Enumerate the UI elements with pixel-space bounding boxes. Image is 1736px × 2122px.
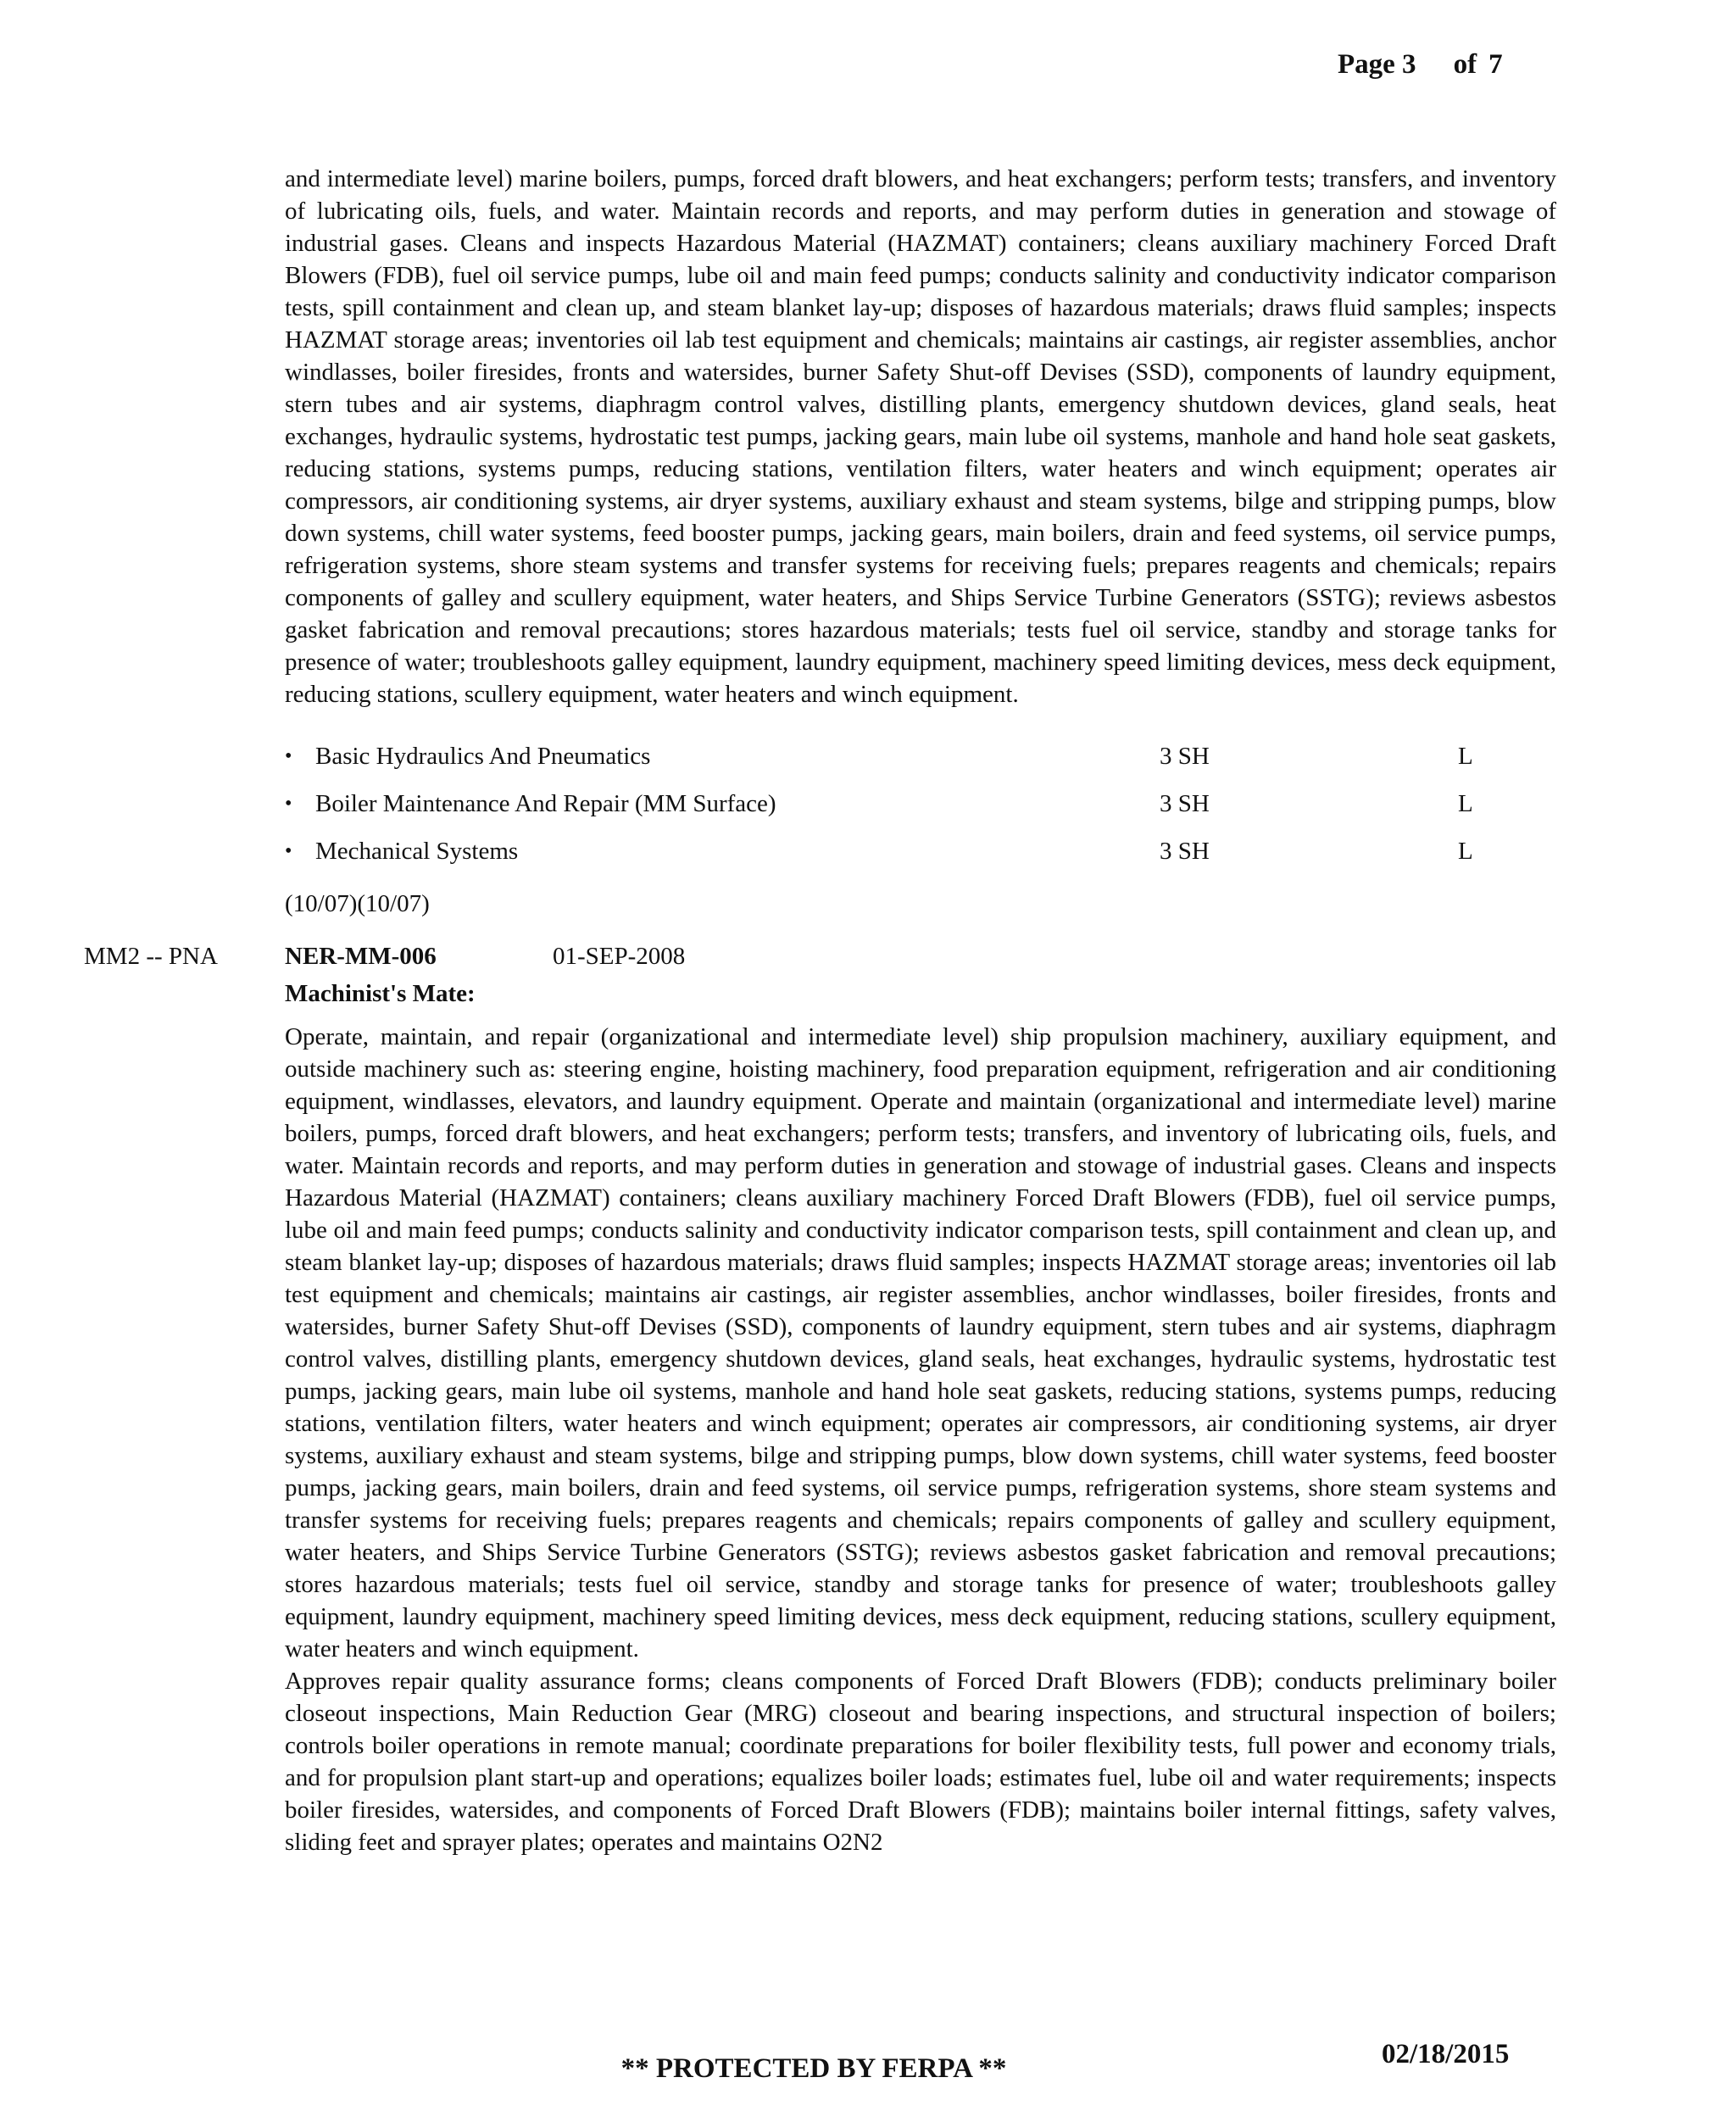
course-row (285, 787, 1556, 834)
page-number (1338, 49, 1503, 81)
entry-description-continued: Approves repair quality assurance forms; cleans components of Forced Draft Blowers (FDB); conducts preliminary boiler closeout inspections, Main Reduction Gear (MRG) closeout and bearing inspections, and structural inspection of boilers; controls boiler operations in remote manual; coordinate preparations for boiler flexibility tests, full power and economy trials, and for propulsion plant start-up and operations; equalizes boiler loads; estimates fuel, lube oil and water requirements; inspects boiler firesides, watersides, and components of Forced Draft Blowers (FDB); maintains boiler internal fittings, safety valves, sliding feet and sprayer plates; operates and maintains O2N2 (285, 1668, 1556, 1856)
entry-code: NER-MM-006 (285, 943, 437, 970)
course-credits: 3 SH (1160, 790, 1210, 817)
course-row (285, 739, 1556, 787)
entry-description: Operate, maintain, and repair (organizational and intermediate level) ship propulsion machinery, auxiliary equipment, and outside machinery such as: steering engine, hoisting machinery, food preparation equipment, refrigeration and air conditioning equipment, windlasses, elevators, and laundry equipment. Operate and maintain (organizational and intermediate level) marine boilers, pumps, forced draft blowers, and heat exchangers; perform tests; transfers, and inventory of lubricating oils, fuels, and water. Maintain records and reports, and may perform duties in generation and stowage of industrial gases. Cleans and inspects Hazardous Material (HAZMAT) containers; cleans auxiliary machinery Forced Draft Blowers (FDB), fuel oil service pumps, lube oil and main feed pumps; conducts salinity and conductivity indicator comparison tests, spill containment and clean up, and steam blanket lay-up; disposes of hazardous materials; draws fluid samples; inspects HAZMAT storage areas; inventories oil lab test equipment and chemicals; maintains air castings, air register assemblies, anchor windlasses, boiler firesides, fronts and watersides, burner Safety Shut-off Devises (SSD), components of laundry equipment, stern tubes and air systems, diaphragm control valves, distilling plants, emergency shutdown devices, gland seals, heat exchanges, hydraulic systems, hydrostatic test pumps, jacking gears, main lube oil systems, manhole and hand hole seat gaskets, reducing stations, systems pumps, reducing stations, ventilation filters, water heaters and winch equipment; operates air compressors, air conditioning systems, air dryer systems, auxiliary exhaust and steam systems, bilge and stripping pumps, blow down systems, chill water systems, feed booster pumps, jacking gears, main boilers, drain and feed systems, oil service pumps, refrigeration systems, shore steam systems and transfer systems for receiving fuels; prepares reagents and chemicals; repairs components of galley and scullery equipment, water heaters, and Ships Service Turbine Generators (SSTG); reviews asbestos gasket fabrication and removal precautions; stores hazardous materials; tests fuel oil service, standby and storage tanks for presence of water; troubleshoots galley equipment, laundry equipment, machinery speed limiting devices, mess deck equipment, reducing stations, scullery equipment, water heaters and winch equipment. (285, 1023, 1556, 1663)
total-pages: 7 (1488, 49, 1503, 80)
course-list (285, 739, 1556, 882)
bullet-icon: • (285, 793, 292, 815)
course-name: Basic Hydraulics And Pneumatics (315, 743, 651, 770)
entry-date: 01-SEP-2008 (553, 943, 686, 970)
course-level: L (1458, 743, 1473, 770)
course-name: Boiler Maintenance And Repair (MM Surface) (315, 790, 776, 817)
entry-title: Machinist's Mate: (285, 980, 476, 1007)
course-name: Mechanical Systems (315, 838, 519, 865)
of-label: of (1453, 49, 1477, 80)
course-credits: 3 SH (1160, 743, 1210, 770)
course-row (285, 834, 1556, 882)
course-credits: 3 SH (1160, 838, 1210, 865)
entry-header (84, 939, 1556, 977)
course-level: L (1458, 838, 1473, 865)
page-label: Page 3 (1338, 49, 1416, 80)
dates-note: (10/07)(10/07) (285, 890, 430, 917)
print-date: 02/18/2015 (1382, 2039, 1510, 2069)
ferpa-notice: ** PROTECTED BY FERPA ** (620, 2053, 1007, 2084)
transcript-content (84, 163, 1556, 1858)
course-level: L (1458, 790, 1473, 817)
bullet-icon: • (285, 745, 292, 767)
bullet-icon: • (285, 840, 292, 862)
entry-rank: MM2 -- PNA (84, 943, 218, 970)
continued-description: and intermediate level) marine boilers, pumps, forced draft blowers, and heat exchangers; perform tests; transfers, and inventory of lubricating oils, fuels, and water. Maintain records and reports, and may perform duties in generation and stowage of industrial gases. Cleans and inspects Hazardous Material (HAZMAT) containers; cleans auxiliary machinery Forced Draft Blowers (FDB), fuel oil service pumps, lube oil and main feed pumps; conducts salinity and conductivity indicator comparison tests, spill containment and clean up, and steam blanket lay-up; disposes of hazardous materials; draws fluid samples; inspects HAZMAT storage areas; inventories oil lab test equipment and chemicals; maintains air castings, air register assemblies, anchor windlasses, boiler firesides, fronts and watersides, burner Safety Shut-off Devises (SSD), components of laundry equipment, stern tubes and air systems, diaphragm control valves, distilling plants, emergency shutdown devices, gland seals, heat exchanges, hydraulic systems, hydrostatic test pumps, jacking gears, main lube oil systems, manhole and hand hole seat gaskets, reducing stations, systems pumps, reducing stations, ventilation filters, water heaters and winch equipment; operates air compressors, air conditioning systems, air dryer systems, auxiliary exhaust and steam systems, bilge and stripping pumps, blow down systems, chill water systems, feed booster pumps, jacking gears, main boilers, drain and feed systems, oil service pumps, refrigeration systems, shore steam systems and transfer systems for receiving fuels; prepares reagents and chemicals; repairs components of galley and scullery equipment, water heaters, and Ships Service Turbine Generators (SSTG); reviews asbestos gasket fabrication and removal precautions; stores hazardous materials; tests fuel oil service, standby and storage tanks for presence of water; troubleshoots galley equipment, laundry equipment, machinery speed limiting devices, mess deck equipment, reducing stations, scullery equipment, water heaters and winch equipment. (285, 165, 1556, 708)
